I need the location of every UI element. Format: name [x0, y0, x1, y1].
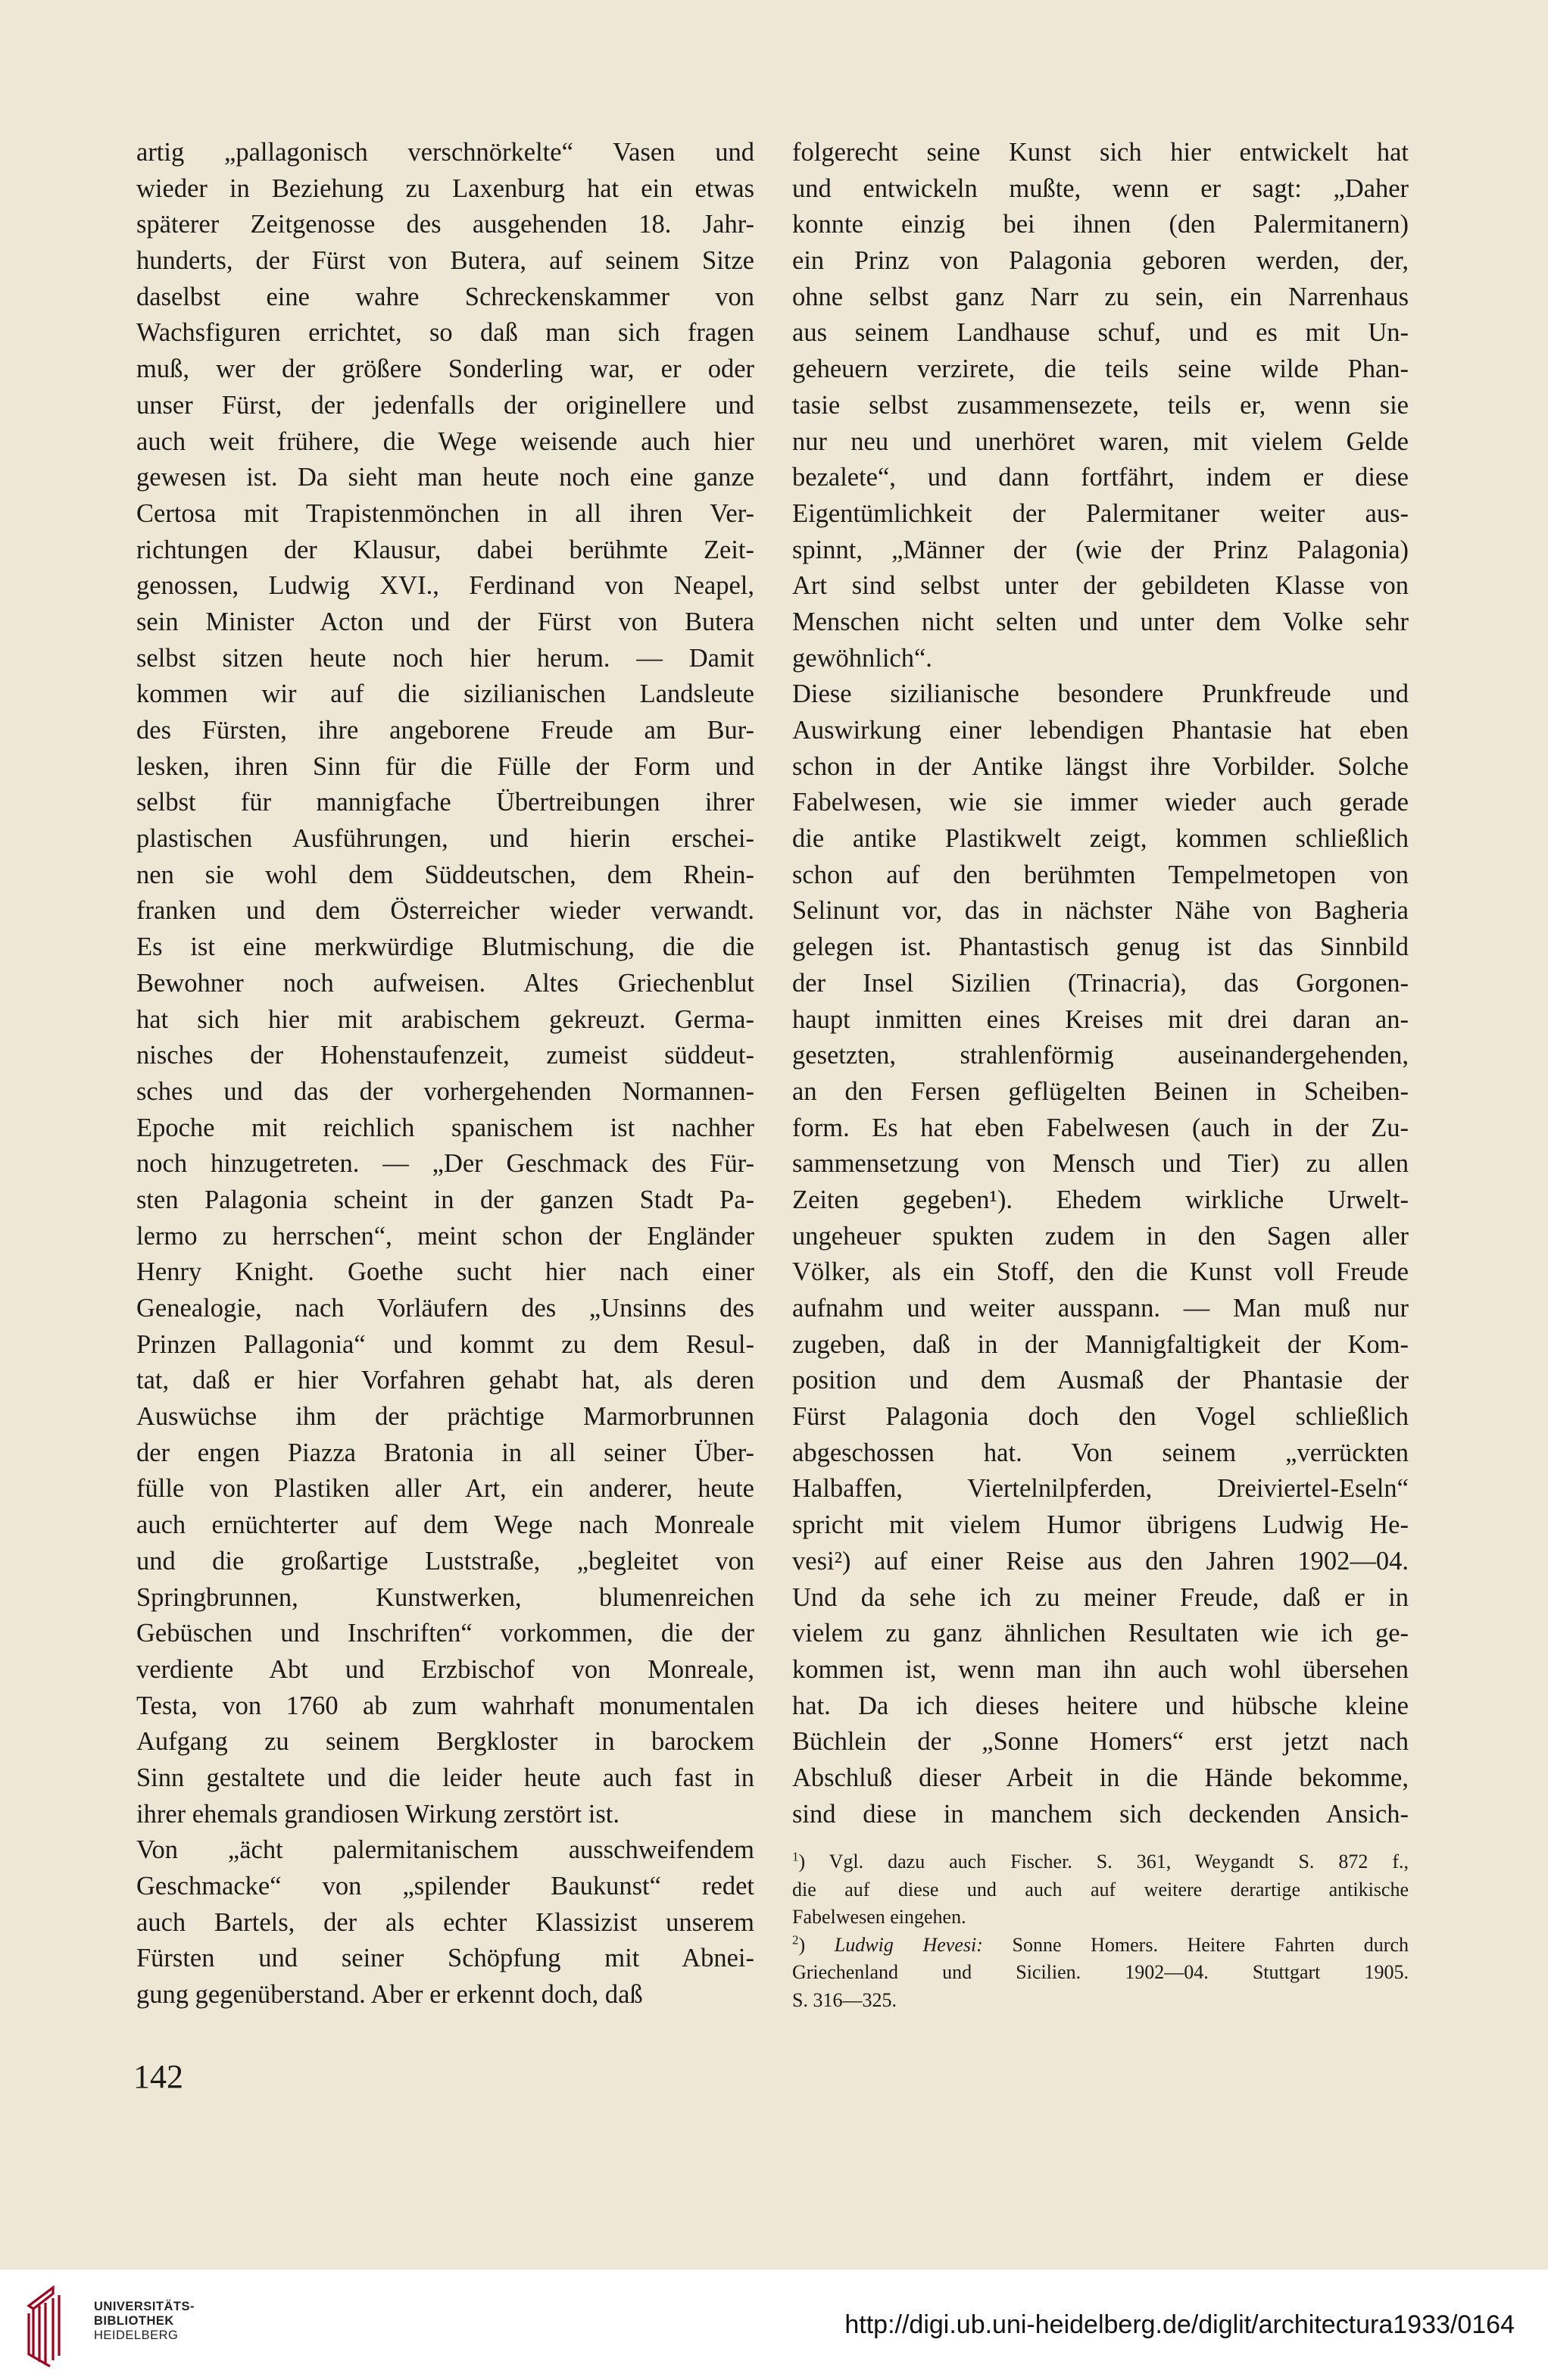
- text-line: konnte einzig bei ihnen (den Palermitanern): [792, 210, 1409, 239]
- footnote-1: [792, 1848, 1409, 1932]
- text-line: Menschen nicht selten und unter dem Volke sehr: [792, 607, 1409, 636]
- text-line: und die großartige Luststraße, „begleitet von: [136, 1546, 754, 1576]
- text-line: fülle von Plastiken aller Art, ein anderer, heute: [136, 1474, 754, 1504]
- text-line: hat. Da ich dieses heitere und hübsche kleine: [792, 1691, 1409, 1720]
- text-line: folgerecht seine Kunst sich hier entwickelt hat: [792, 138, 1409, 167]
- library-name-line: HEIDELBERG: [94, 2328, 179, 2342]
- text-line: ohne selbst ganz Narr zu sein, ein Narrenhaus: [792, 282, 1409, 311]
- text-line: Völker, als ein Stoff, den die Kunst voll Freude: [792, 1257, 1409, 1287]
- text-line: position und dem Ausmaß der Phantasie der: [792, 1366, 1409, 1395]
- text-line: Testa, von 1760 ab zum wahrhaft monumentalen: [136, 1691, 754, 1720]
- text-line: franken und dem Österreicher wieder verwandt.: [136, 896, 754, 926]
- text-line: Sinn gestaltete und die leider heute auch fast in: [136, 1763, 754, 1792]
- text-line: Eigentümlichkeit der Palermitaner weiter aus-: [792, 498, 1409, 528]
- text-line: muß, wer der größere Sonderling war, er oder: [136, 355, 754, 384]
- text-line: an den Fersen geflügelten Beinen in Scheiben-: [792, 1076, 1409, 1106]
- text-line: verdiente Abt und Erzbischof von Monreale,: [136, 1654, 754, 1684]
- text-line: Springbrunnen, Kunstwerken, blumenreichen: [136, 1582, 754, 1612]
- text-line: aufnahm und weiter ausspann. — Man muß nur: [792, 1294, 1409, 1323]
- text-line: tasie selbst zusammensezete, teils er, wenn sie: [792, 390, 1409, 420]
- text-line: sches und das der vorhergehenden Normannen-: [136, 1076, 754, 1106]
- text-line: des Fürsten, ihre angeborene Freude am Bur-: [136, 716, 754, 745]
- text-line: form. Es hat eben Fabelwesen (auch in der Zu-: [792, 1113, 1409, 1142]
- text-line: Zeiten gegeben¹). Ehedem wirkliche Urwelt-: [792, 1185, 1409, 1214]
- text-line: späterer Zeitgenosse des ausgehenden 18. Jahr-: [136, 210, 754, 239]
- text-line: Aufgang zu seinem Bergkloster in barockem: [136, 1727, 754, 1757]
- text-line: aus seinem Landhause schuf, und es mit Un-: [792, 318, 1409, 348]
- text-line: Wachsfiguren errichtet, so daß man sich fragen: [136, 318, 754, 348]
- text-line: Prinzen Pallagonia“ und kommt zu dem Resul-: [136, 1329, 754, 1359]
- footer-bar: [0, 2269, 1548, 2380]
- text-line: unser Fürst, der jedenfalls der originellere und: [136, 390, 754, 420]
- text-line: gesetzten, strahlenförmig auseinandergehenden,: [792, 1041, 1409, 1070]
- footnote-line: die auf diese und auch auf weitere derartige antikische: [792, 1878, 1409, 1901]
- text-line: Gebüschen und Inschriften“ vorkommen, die der: [136, 1619, 754, 1648]
- text-line: selbst sitzen heute noch hier herum. — Damit: [136, 643, 754, 673]
- footnotes: [792, 1848, 1409, 2015]
- library-name-line: UNIVERSITÄTS-: [94, 2300, 195, 2313]
- text-line: Fürst Palagonia doch den Vogel schließlich: [792, 1402, 1409, 1432]
- text-line: schon auf den berühmten Tempelmetopen von: [792, 860, 1409, 889]
- text-line: schon in der Antike längst ihre Vorbilder. Solche: [792, 751, 1409, 781]
- text-line: spinnt, „Männer der (wie der Prinz Palagonia): [792, 535, 1409, 564]
- text-line: sind diese in manchem sich deckenden Ansich-: [792, 1799, 1409, 1829]
- text-column-right: [792, 135, 1409, 1832]
- text-line: wieder in Beziehung zu Laxenburg hat ein etwas: [136, 173, 754, 203]
- text-line: gewöhnlich“.: [792, 643, 932, 673]
- text-line: ihrer ehemals grandiosen Wirkung zerstört ist.: [136, 1799, 620, 1829]
- text-line: auch ernüchterter auf dem Wege nach Monreale: [136, 1510, 754, 1540]
- text-line: auch weit frühere, die Wege weisende auch hier: [136, 426, 754, 456]
- text-line: abgeschossen hat. Von seinem „verrückten: [792, 1438, 1409, 1467]
- text-line: Diese sizilianische besondere Prunkfreude und: [792, 679, 1409, 709]
- text-line: ungeheuer spukten zudem in den Sagen aller: [792, 1221, 1409, 1251]
- text-line: der Insel Sizilien (Trinacria), das Gorgonen-: [792, 968, 1409, 998]
- footnote-line: ) Vgl. dazu auch Fischer. S. 361, Weygandt S. 872 f.,: [798, 1851, 1409, 1872]
- text-line: gelegen ist. Phantastisch genug ist das Sinnbild: [792, 932, 1409, 962]
- text-line: daselbst eine wahre Schreckenskammer von: [136, 282, 754, 311]
- text-line: Fabelwesen, wie sie immer wieder auch gerade: [792, 788, 1409, 817]
- text-column-left: [136, 135, 754, 2013]
- text-line: haupt inmitten eines Kreises mit drei daran an-: [792, 1004, 1409, 1034]
- text-line: kommen wir auf die sizilianischen Landsleute: [136, 679, 754, 709]
- text-line: die antike Plastikwelt zeigt, kommen schließlich: [792, 824, 1409, 854]
- text-line: Büchlein der „Sonne Homers“ erst jetzt nach: [792, 1727, 1409, 1757]
- text-line: sein Minister Acton und der Fürst von Butera: [136, 607, 754, 636]
- text-line: kommen ist, wenn man ihn auch wohl übersehen: [792, 1654, 1409, 1684]
- footnote-mark: 1: [792, 1849, 799, 1864]
- text-line: geheuern verzirete, die teils seine wilde Phan-: [792, 355, 1409, 384]
- text-line: Geschmacke“ von „spilender Baukunst“ redet: [136, 1872, 754, 1901]
- text-line: lesken, ihren Sinn für die Fülle der Form und: [136, 751, 754, 781]
- source-url-link[interactable]: http://digi.ub.uni-heidelberg.de/diglit/architectura1933/0164: [844, 2310, 1515, 2339]
- text-line: plastischen Ausführungen, und hierin erschei-: [136, 824, 754, 854]
- footnote-line: S. 316—325.: [792, 1988, 897, 2011]
- text-line: auch Bartels, der als echter Klassizist unserem: [136, 1907, 754, 1937]
- text-line: Auswüchse ihm der prächtige Marmorbrunnen: [136, 1402, 754, 1432]
- text-line: Fürsten und seiner Schöpfung mit Abnei-: [136, 1944, 754, 1973]
- library-logo-icon: [23, 2283, 86, 2368]
- text-line: sammensetzung von Mensch und Tier) zu allen: [792, 1149, 1409, 1179]
- text-line: bezalete“, und dann fortfährt, indem er diese: [792, 463, 1409, 492]
- text-line: zugeben, daß in der Mannigfaltigkeit der Kom-: [792, 1329, 1409, 1359]
- text-line: sten Palagonia scheint in der ganzen Stadt Pa-: [136, 1185, 754, 1214]
- text-line: Es ist eine merkwürdige Blutmischung, die die: [136, 932, 754, 962]
- text-line: genossen, Ludwig XVI., Ferdinand von Neapel,: [136, 571, 754, 601]
- footnote-paren: ): [798, 1933, 835, 1956]
- text-line: hunderts, der Fürst von Butera, auf seinem Sitze: [136, 246, 754, 276]
- text-line: noch hinzugetreten. — „Der Geschmack des Für-: [136, 1149, 754, 1179]
- text-line: ein Prinz von Palagonia geboren werden, der,: [792, 246, 1409, 276]
- text-line: hat sich hier mit arabischem gekreuzt. Germa-: [136, 1004, 754, 1034]
- text-line: Genealogie, nach Vorläufern des „Unsinns des: [136, 1294, 754, 1323]
- footnote-line: Griechenland und Sicilien. 1902—04. Stuttgart 1905.: [792, 1961, 1409, 1984]
- text-line: spricht mit vielem Humor übrigens Ludwig He-: [792, 1510, 1409, 1540]
- footnote-2: [792, 1932, 1409, 2015]
- text-line: Abschluß dieser Arbeit in die Hände bekomme,: [792, 1763, 1409, 1792]
- text-line: selbst für mannigfache Übertreibungen ihrer: [136, 788, 754, 817]
- text-line: der engen Piazza Bratonia in all seiner Über-: [136, 1438, 754, 1467]
- text-line: Halbaffen, Viertelnilpferden, Dreiviertel-Eseln“: [792, 1474, 1409, 1504]
- text-line: vesi²) auf einer Reise aus den Jahren 1902—04.: [792, 1546, 1409, 1576]
- text-line: Epoche mit reichlich spanischem ist nachher: [136, 1113, 754, 1142]
- footnote-line: Fabelwesen eingehen.: [792, 1906, 966, 1929]
- text-line: vielem zu ganz ähnlichen Resultaten wie ich ge-: [792, 1619, 1409, 1648]
- library-name-line: BIBLIOTHEK: [94, 2314, 174, 2328]
- footnote-mark: 2: [792, 1932, 799, 1947]
- text-line: artig „pallagonisch verschnörkelte“ Vasen und: [136, 138, 754, 167]
- text-line: Selinunt vor, das in nächster Nähe von Bagheria: [792, 896, 1409, 926]
- text-line: tat, daß er hier Vorfahren gehabt hat, als deren: [136, 1366, 754, 1395]
- text-line: richtungen der Klausur, dabei berühmte Zeit-: [136, 535, 754, 564]
- text-line: gewesen ist. Da sieht man heute noch eine ganze: [136, 463, 754, 492]
- text-line: Und da sehe ich zu meiner Freude, daß er in: [792, 1582, 1409, 1612]
- text-line: gung gegenüberstand. Aber er erkennt doch, daß: [136, 1980, 643, 2010]
- text-line: Art sind selbst unter der gebildeten Klasse von: [792, 571, 1409, 601]
- text-line: Von „ächt palermitanischem ausschweifendem: [136, 1835, 754, 1865]
- text-line: Henry Knight. Goethe sucht hier nach einer: [136, 1257, 754, 1287]
- text-line: nen sie wohl dem Süddeutschen, dem Rhein-: [136, 860, 754, 889]
- footnote-author: Ludwig Hevesi:: [834, 1933, 983, 1956]
- text-line: nur neu und unerhöret waren, mit vielem Gelde: [792, 426, 1409, 456]
- footnote-line: Sonne Homers. Heitere Fahrten durch: [982, 1933, 1409, 1956]
- text-line: Bewohner noch aufweisen. Altes Griechenblut: [136, 968, 754, 998]
- text-line: Certosa mit Trapistenmönchen in all ihren Ver-: [136, 498, 754, 528]
- text-line: und entwickeln mußte, wenn er sagt: „Daher: [792, 173, 1409, 203]
- text-line: Auswirkung einer lebendigen Phantasie hat eben: [792, 716, 1409, 745]
- page-number: 142: [133, 2058, 183, 2095]
- text-line: lermo zu herrschen“, meint schon der Engländer: [136, 1221, 754, 1251]
- text-line: nisches der Hohenstaufenzeit, zumeist süddeut-: [136, 1041, 754, 1070]
- library-name: [94, 2300, 195, 2343]
